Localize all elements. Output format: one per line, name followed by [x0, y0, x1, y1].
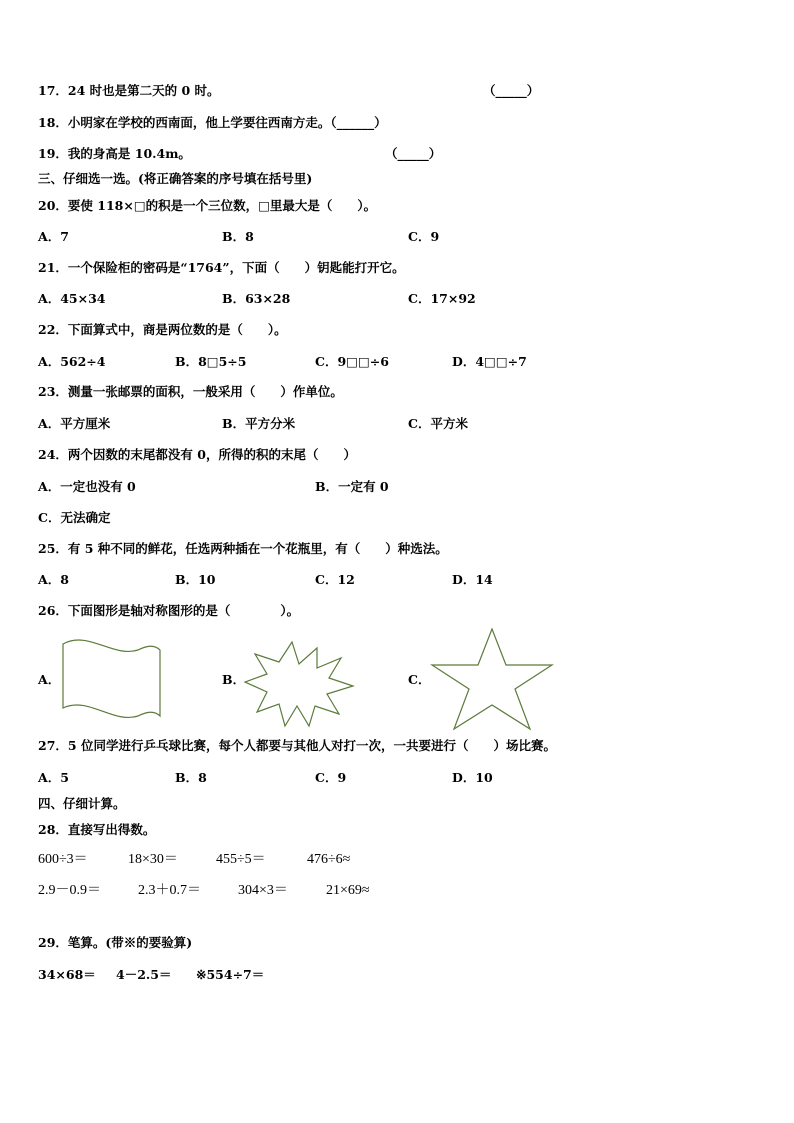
q21-option-a[interactable]: A．45×34 [38, 291, 106, 306]
calc-item: 600÷3＝ [38, 852, 88, 867]
calc-item: 304×3＝ [238, 883, 288, 898]
q24-option-b[interactable]: B．一定有 0 [315, 479, 389, 494]
q27-option-a[interactable]: A．5 [38, 770, 69, 785]
question-22: 22．下面算式中，商是两位数的是（ ）。 [38, 322, 287, 337]
q26-option-c[interactable]: C． [408, 672, 431, 687]
written-calc-item: 4－2.5＝ [116, 967, 172, 982]
q20-option-c[interactable]: C．9 [408, 229, 440, 244]
question-20: 20．要使 118×□的积是一个三位数，□里最大是（ ）。 [38, 198, 377, 213]
question-23: 23．测量一张邮票的面积，一般采用（ ）作单位。 [38, 384, 343, 399]
question-24: 24．两个因数的末尾都没有 0，所得的积的末尾（ ） [38, 447, 356, 462]
flag-shape [58, 636, 168, 726]
q25-option-a[interactable]: A．8 [38, 572, 69, 587]
calc-item: 455÷5＝ [216, 852, 266, 867]
question-17: 17．24 时也是第二天的 0 时。 [38, 83, 220, 98]
written-calc-item: ※554÷7＝ [196, 967, 265, 982]
q23-option-b[interactable]: B．平方分米 [222, 416, 296, 431]
q25-option-c[interactable]: C．12 [315, 572, 355, 587]
q23-option-a[interactable]: A．平方厘米 [38, 416, 111, 431]
answer-paren-19[interactable]: （_____） [385, 146, 442, 161]
calc-item: 476÷6≈ [307, 852, 351, 867]
q25-option-d[interactable]: D．14 [452, 572, 493, 587]
q25-option-b[interactable]: B．10 [175, 572, 216, 587]
q24-option-c[interactable]: C．无法确定 [38, 510, 111, 525]
answer-paren-17[interactable]: （_____） [483, 83, 540, 98]
q21-option-b[interactable]: B．63×28 [222, 291, 291, 306]
calc-item: 2.9－0.9＝ [38, 883, 101, 898]
question-18: 18．小明家在学校的西南面，他上学要往西南方走。（______） [38, 115, 387, 130]
starburst-shape [245, 640, 355, 730]
q22-option-c[interactable]: C．9□□÷6 [315, 354, 389, 369]
section-4-heading: 四、仔细计算。 [38, 796, 126, 811]
q26-option-a[interactable]: A． [38, 672, 61, 687]
q22-option-b[interactable]: B．8□5÷5 [175, 354, 247, 369]
q27-option-d[interactable]: D．10 [452, 770, 493, 785]
question-21: 21．一个保险柜的密码是“1764”，下面（ ）钥匙能打开它。 [38, 260, 405, 275]
question-19: 19．我的身高是 10.4m。 [38, 146, 191, 161]
question-29: 29．笔算。(带※的要验算) [38, 935, 193, 950]
q20-option-b[interactable]: B．8 [222, 229, 254, 244]
q22-option-d[interactable]: D．4□□÷7 [452, 354, 527, 369]
question-25: 25．有 5 种不同的鲜花，任选两种插在一个花瓶里，有（ ）种选法。 [38, 541, 448, 556]
question-26: 26．下面图形是轴对称图形的是（ ）。 [38, 603, 300, 618]
q21-option-c[interactable]: C．17×92 [408, 291, 476, 306]
q27-option-c[interactable]: C．9 [315, 770, 347, 785]
calc-item: 2.3＋0.7＝ [138, 883, 201, 898]
q26-option-b[interactable]: B． [222, 672, 246, 687]
written-calc-item: 34×68＝ [38, 967, 96, 982]
q20-option-a[interactable]: A．7 [38, 229, 69, 244]
question-27: 27．5 位同学进行乒乓球比赛，每个人都要与其他人对打一次，一共要进行（ ）场比赛。 [38, 738, 556, 753]
question-28: 28．直接写出得数。 [38, 822, 156, 837]
section-3-heading: 三、仔细选一选。(将正确答案的序号填在括号里) [38, 171, 313, 186]
q23-option-c[interactable]: C．平方米 [408, 416, 468, 431]
calc-item: 21×69≈ [326, 883, 370, 898]
q22-option-a[interactable]: A．562÷4 [38, 354, 106, 369]
star-shape [430, 627, 555, 732]
calc-item: 18×30＝ [128, 852, 178, 867]
q24-option-a[interactable]: A．一定也没有 0 [38, 479, 136, 494]
q27-option-b[interactable]: B．8 [175, 770, 207, 785]
